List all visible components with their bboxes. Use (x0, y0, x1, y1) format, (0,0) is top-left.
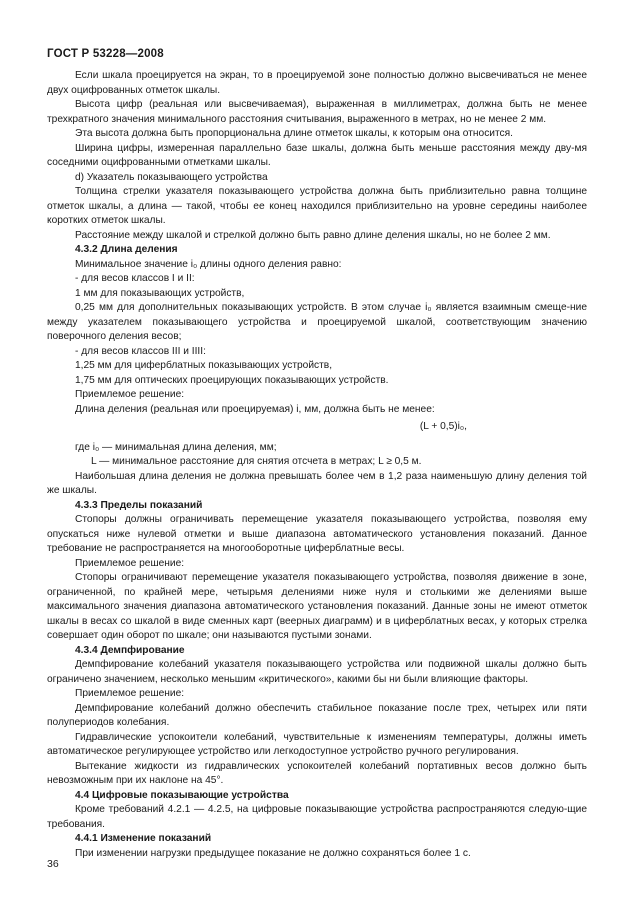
paragraph: 1,75 мм для оптических проецирующих показывающих устройств. (75, 374, 389, 386)
paragraph: Длина деления (реальная или проецируемая) i, мм, должна быть не менее: (75, 403, 435, 415)
section-heading: 4.3.3 Пределы показаний (75, 499, 203, 511)
paragraph: Приемлемое решение: (75, 688, 185, 699)
section-heading: 4.3.4 Демпфирование (75, 644, 185, 656)
paragraph: 1,25 мм для циферблатных показывающих устройств, (75, 360, 333, 371)
document-header: ГОСТ Р 53228—2008 (47, 48, 164, 60)
paragraph: Демпфирование колебаний должно обеспечить стабильное показание после трех, четырех или пяти полупериодов колебания. (47, 702, 587, 728)
formula-legend: L — минимальное расстояние для снятия отсчета в метрах; L ≥ 0,5 м. (91, 456, 422, 467)
paragraph: Наибольшая длина деления не должна превышать более чем в 1,2 раза наименьшую длину деления той же шкалы. (47, 470, 587, 496)
paragraph: Ширина цифры, измеренная параллельно базе шкалы, должна быть меньше расстояния между дву-мя соседними оцифрованными отметками шкалы. (47, 142, 587, 168)
paragraph: Вытекание жидкости из гидравлических успокоителей колебаний портативных весов должно быть невозможным при их наклоне на 45°. (47, 760, 587, 786)
paragraph: Толщина стрелки указателя показывающего устройства должна быть приблизительно равна толщине отметок шкалы, а длина — такой, чтобы ее конец находился приблизительно на уровне середины наиболее коротких отметок шкалы. (47, 186, 587, 226)
paragraph: Минимальное значение i₀ длины одного деления равно: (75, 258, 342, 270)
paragraph: Приемлемое решение: (75, 389, 185, 400)
formula: (L + 0,5)i₀, (419, 421, 467, 432)
formula-legend: где i₀ — минимальная длина деления, мм; (75, 441, 277, 453)
document-body (47, 69, 587, 861)
section-heading: 4.3.2 Длина деления (75, 244, 178, 255)
paragraph: Расстояние между шкалой и стрелкой должно быть равно длине деления шкалы, но не более 2 мм. (75, 229, 551, 241)
paragraph: Гидравлические успокоители колебаний, чувствительные к изменениям температуры, должны иметь автоматическое регулирующее устройство или легкодоступное устройство ручного регулирования. (47, 731, 587, 757)
section-heading: 4.4 Цифровые показывающие устройства (75, 789, 289, 801)
paragraph: Высота цифр (реальная или высвечиваемая), выраженная в миллиметрах, должна быть не менее трехкратного значения минимального расстояния считывания, выраженного в метрах, но не менее 2 мм. (47, 99, 587, 125)
list-item: d) Указатель показывающего устройства (75, 171, 268, 183)
paragraph: Эта высота должна быть пропорциональна длине отметок шкалы, к которым она относится. (75, 128, 513, 139)
list-item: - для весов классов I и II: (75, 273, 195, 284)
paragraph: Если шкала проецируется на экран, то в проецируемой зоне полностью должно высвечиваться не менее двух оцифрованных отметок шкалы. (47, 70, 587, 96)
paragraph: Стопоры должны ограничивать перемещение указателя показывающего устройства, позволяя ему опускаться ниже нулевой отметки и выше диапазона автоматического установления показаний. Данное требование не распространяется на многооборотные циферблатные весы. (47, 514, 587, 554)
paragraph: Стопоры ограничивают перемещение указателя показывающего устройства, позволяя движение в зоне, ограниченной, по крайней мере, четырьмя делениями ниже нуля и столькими же делениями выше максимального значения диапазона автоматического установления показаний. Данные зоны не имеют отметок шкалы в весах со шкалой в виде сменных карт (веерных диаграмм) и в циферблатных весах, у которых стрелка совершает один оборот по шкале; они называются пустыми зонами. (47, 572, 587, 641)
list-item: - для весов классов III и IIII: (75, 345, 206, 357)
paragraph: Приемлемое решение: (75, 557, 185, 569)
paragraph: 0,25 мм для дополнительных показывающих устройств. В этом случае i₀ является взаимным смеще-ние между указателем показывающего устройства и проецируемой шкалой, соответствующим значению поверочного деления весов; (47, 302, 587, 342)
paragraph: При изменении нагрузки предыдущее показание не должно сохраняться более 1 с. (75, 847, 471, 859)
page-number: 36 (47, 858, 59, 870)
paragraph: Кроме требований 4.2.1 — 4.2.5, на цифровые показывающие устройства распространяются следую-щие требования. (47, 804, 587, 830)
paragraph: Демпфирование колебаний указателя показывающего устройства или подвижной шкалы должно быть ограничено значением, несколько меньшим «критического», какими бы ни были влияющие факторы. (47, 659, 587, 685)
section-heading: 4.4.1 Изменение показаний (75, 833, 212, 844)
paragraph: 1 мм для показывающих устройств, (75, 287, 245, 299)
